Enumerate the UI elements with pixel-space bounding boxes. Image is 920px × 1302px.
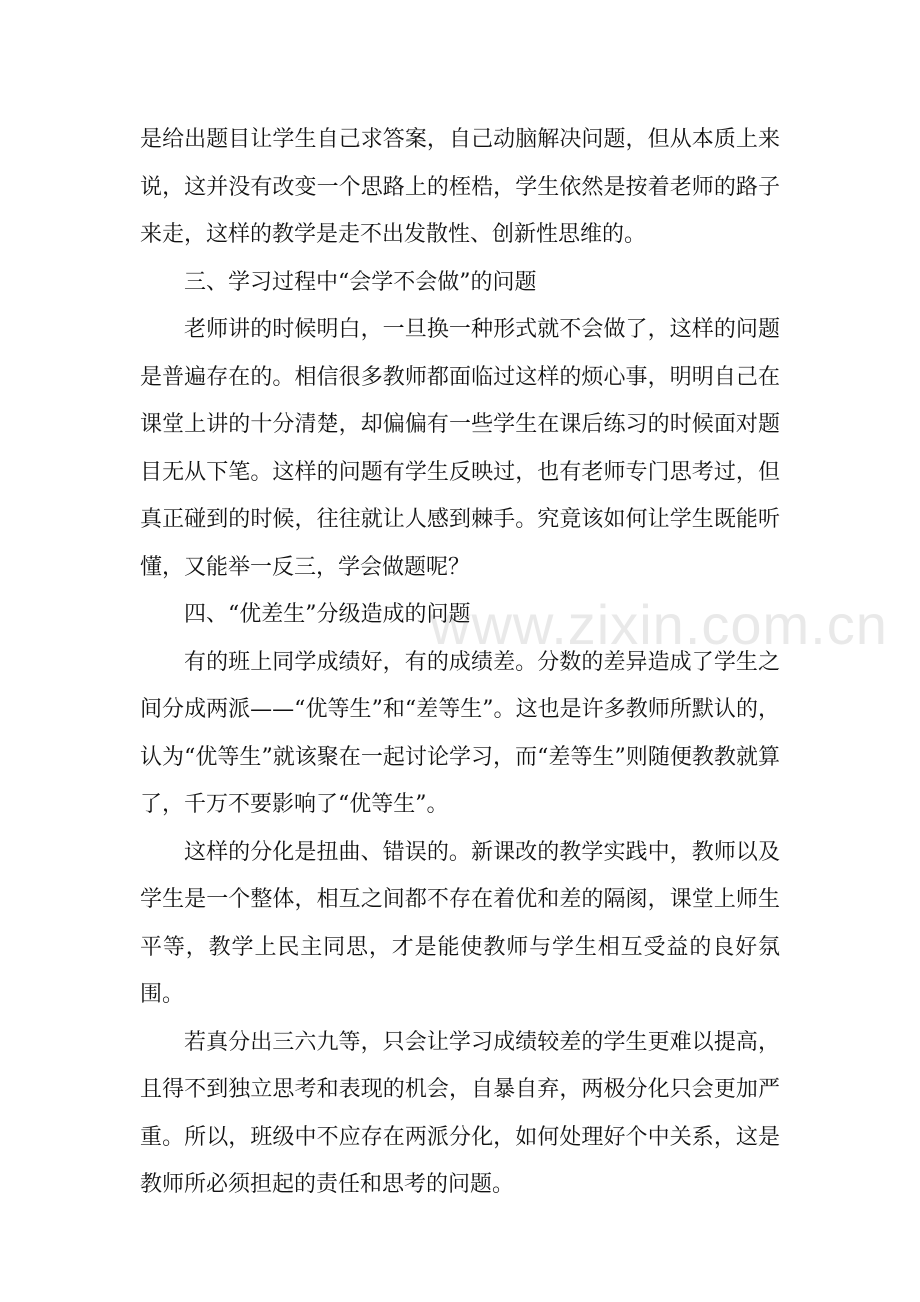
paragraph: 有的班上同学成绩好，有的成绩差。分数的差异造成了学生之间分成两派——“优等生”和“差等生”。这也是许多教师所默认的，认为“优等生”就该聚在一起讨论学习，而“差等生”则随便教教就算了，千万不要影响了“优等生”。 [140, 649, 780, 817]
paragraph: 这样的分化是扭曲、错误的。新课改的教学实践中，教师以及学生是一个整体，相互之间都不存在着优和差的隔阂，课堂上师生平等，教学上民主同思，才是能使教师与学生相互受益的良好氛围。 [140, 839, 780, 1007]
paragraph-continuation: 是给出题目让学生自己求答案，自己动脑解决问题，但从本质上来说，这并没有改变一个思路上的桎梏，学生依然是按着老师的路子来走，这样的教学是走不出发散性、创新性思维的。 [140, 127, 780, 247]
section-heading-3: 三、学习过程中“会学不会做”的问题 [184, 269, 537, 295]
watermark: www.zixin.com.cn [430, 593, 888, 656]
document-body [140, 116, 780, 1209]
paragraph: 老师讲的时候明白，一旦换一种形式就不会做了，这样的问题是普遍存在的。相信很多教师都面临过这样的烦心事，明明自己在课堂上讲的十分清楚，却偏偏有一些学生在课后练习的时候面对题目无从下笔。这样的问题有学生反映过，也有老师专门思考过，但真正碰到的时候，往往就让人感到棘手。究竟该如何让学生既能听懂，又能举一反三，学会做题呢？ [140, 317, 780, 580]
section-heading-4: 四、“优差生”分级造成的问题 [184, 602, 471, 627]
paragraph: 若真分出三六九等，只会让学习成绩较差的学生更难以提高，且得不到独立思考和表现的机会，自暴自弃，两极分化只会更加严重。所以，班级中不应存在两派分化，如何处理好个中关系，这是教师所必须担起的责任和思考的问题。 [140, 1029, 780, 1197]
